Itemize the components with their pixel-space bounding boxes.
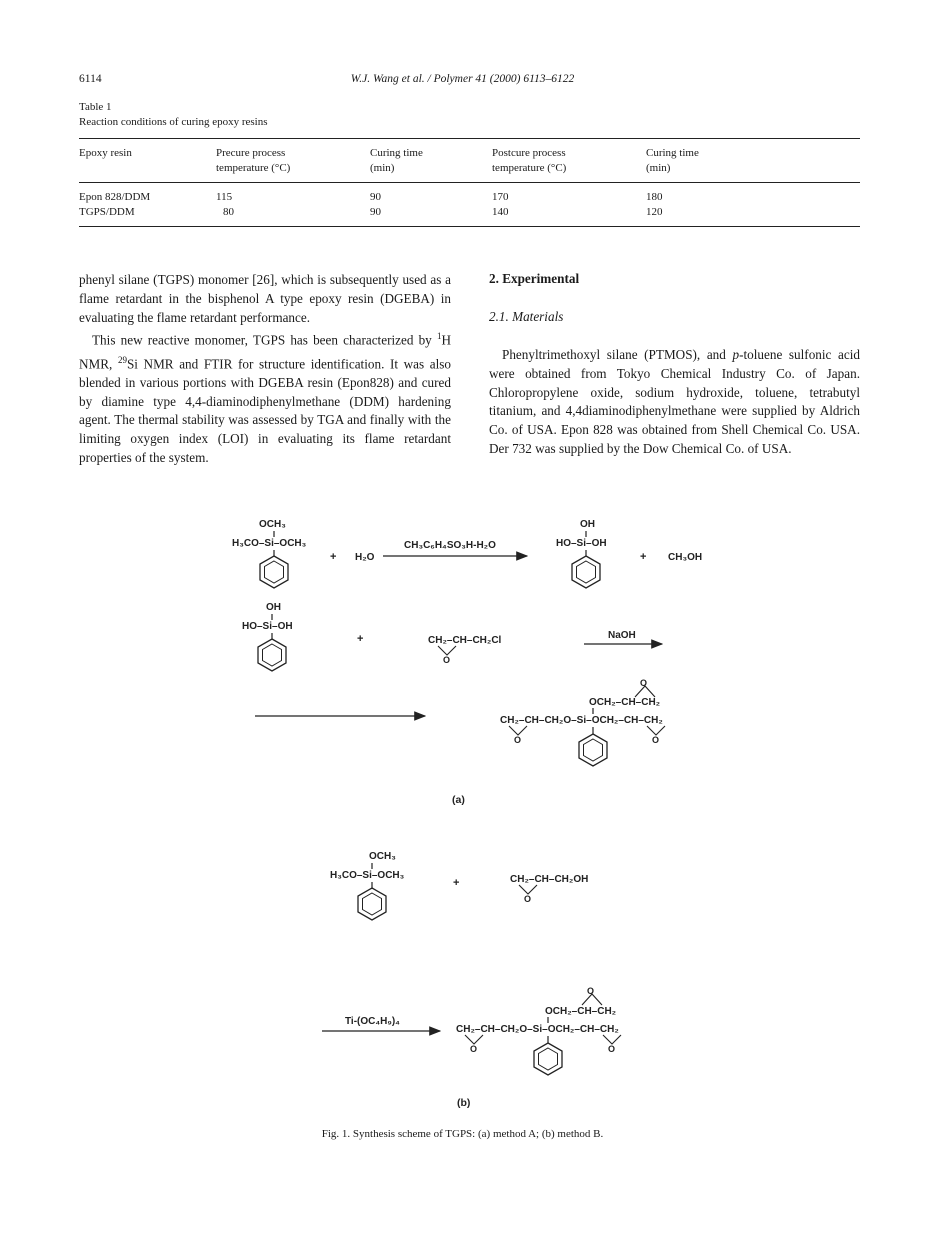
plus-sign: +: [640, 551, 647, 563]
table-label: Table 1: [79, 101, 112, 113]
intro-paragraph-2: This new reactive monomer, TGPS has been characterized by $^1$H NMR, $^{29}$Si NMR and FTIR for structure identification. It was also blended in various portions with DGEBA resin (Epon828) and cured by diamine type 4,4-diaminodiphenylmethane (DDM) hardening agent. The thermal stability was assessed by TGA and finally with the limiting oxygen index (LOI) in evaluating its flame retardant properties of the system.: [79, 331, 451, 465]
svg-text:HO–Si–OH: HO–Si–OH: [242, 621, 293, 632]
svg-text:CH₂–CH–CH₂Cl: CH₂–CH–CH₂Cl: [428, 635, 502, 646]
benzene-ring-icon: [258, 639, 286, 671]
table-cell: TGPS/DDM: [79, 206, 135, 218]
benzene-ring-icon: [358, 888, 386, 920]
tgps-product-a: [500, 678, 665, 766]
svg-text:O: O: [587, 986, 595, 996]
table-header-cell: Epoxy resin: [79, 147, 132, 159]
silanol-molecule-1: [556, 519, 607, 588]
svg-text:CH₂–CH–CH₂OH: CH₂–CH–CH₂OH: [510, 874, 589, 885]
table-cell: 90: [370, 206, 381, 218]
page-number: 6114: [79, 73, 102, 85]
svg-text:OH: OH: [266, 602, 281, 613]
epichlorohydrin-molecule: [428, 635, 502, 665]
synthesis-scheme-figure: [0, 500, 925, 1120]
scheme-label-b: (b): [457, 1097, 471, 1109]
table-header-row: [79, 146, 860, 176]
svg-text:O: O: [514, 735, 522, 745]
left-column: [79, 271, 451, 468]
table-cell: 170: [492, 191, 509, 203]
svg-text:OCH₃: OCH₃: [259, 519, 286, 530]
ptmos-molecule-b: [330, 851, 405, 920]
svg-text:H₃CO–Si–OCH₃: H₃CO–Si–OCH₃: [330, 870, 405, 881]
titanate-label: Ti-(OC₄H₉)₄: [345, 1016, 400, 1027]
table-header-cell: Precure process temperature (°C): [216, 147, 291, 174]
plus-sign: +: [357, 633, 364, 645]
svg-text:O: O: [640, 678, 648, 688]
table-header-cell: Postcure process temperature (°C): [492, 147, 567, 174]
naoh-label: NaOH: [608, 630, 636, 641]
silanol-molecule-2: [242, 602, 293, 671]
svg-text:O: O: [524, 894, 532, 904]
plus-sign: +: [453, 877, 460, 889]
table-top-rule: [79, 138, 860, 139]
benzene-ring-icon: [572, 556, 600, 588]
table-cell: 115: [216, 191, 233, 203]
ptmos-molecule-a: [232, 519, 307, 588]
figure-caption: Fig. 1. Synthesis scheme of TGPS: (a) method A; (b) method B.: [321, 1128, 604, 1140]
benzene-ring-icon: [534, 1043, 562, 1075]
section-heading: 2. Experimental: [489, 271, 580, 286]
svg-text:OCH₃: OCH₃: [369, 851, 396, 862]
svg-text:OCH₂–CH–CH₂: OCH₂–CH–CH₂: [545, 1006, 617, 1017]
reaction-conditions-table: [79, 146, 860, 220]
table-cell: 90: [370, 191, 381, 203]
water-label: H₂O: [355, 552, 375, 563]
benzene-ring-icon: [260, 556, 288, 588]
svg-text:H₃CO–Si–OCH₃: H₃CO–Si–OCH₃: [232, 538, 307, 549]
table-cell: 80: [223, 206, 234, 218]
subsection-heading: 2.1. Materials: [489, 309, 564, 324]
glycidol-molecule: [510, 874, 588, 904]
svg-text:O: O: [470, 1044, 478, 1054]
svg-text:CH₂–CH–CH₂O–Si–OCH₂–CH–CH₂: CH₂–CH–CH₂O–Si–OCH₂–CH–CH₂: [456, 1024, 619, 1035]
table-cell: 120: [646, 206, 663, 218]
tgps-product-b: [456, 986, 621, 1075]
table-cell: Epon 828/DDM: [79, 191, 151, 203]
table-row: [79, 190, 860, 205]
svg-text:CH₂–CH–CH₂O–Si–OCH₂–CH–CH₂: CH₂–CH–CH₂O–Si–OCH₂–CH–CH₂: [500, 715, 663, 726]
svg-text:HO–Si–OH: HO–Si–OH: [556, 538, 607, 549]
scheme-label-a: (a): [452, 794, 465, 806]
svg-text:O: O: [443, 655, 451, 665]
table-row: [79, 205, 860, 220]
svg-text:OH: OH: [580, 519, 595, 530]
svg-text:OCH₂–CH–CH₂: OCH₂–CH–CH₂: [589, 697, 661, 708]
svg-text:O: O: [608, 1044, 616, 1054]
table-cell: 140: [492, 206, 509, 218]
materials-paragraph: Phenyltrimethoxyl silane (PTMOS), and p-toluene sulfonic acid were obtained from Tokyo Chemical Industry Co. of Japan. Chloropropylene oxide, sodium hydroxide, toluene, tetrabutyl titanium, and 4,4diaminodiphenylmethane were supplied by Aldrich Co. of USA. Epon 828 was obtained from Shell Chemical Co. USA. Der 732 was supplied by the Dow Chemical Co. of USA.: [489, 347, 860, 456]
svg-text:O: O: [652, 735, 660, 745]
table-caption: Reaction conditions of curing epoxy resins: [79, 116, 268, 128]
running-head: W.J. Wang et al. / Polymer 41 (2000) 6113–6122: [350, 73, 575, 85]
intro-paragraph-1: phenyl silane (TGPS) monomer [26], which is subsequently used as a flame retardant in the bisphenol A type epoxy resin (DGEBA) in evaluating the flame retardant performance.: [79, 272, 451, 325]
table-cell: 180: [646, 191, 663, 203]
table-bottom-rule: [79, 226, 860, 227]
benzene-ring-icon: [579, 734, 607, 766]
acid-catalyst-label: CH₃C₆H₄SO₃H-H₂O: [404, 540, 496, 551]
plus-sign: +: [330, 551, 337, 563]
table-header-cell: Curing time (min): [646, 147, 699, 174]
methanol-label: CH₃OH: [668, 552, 703, 563]
table-mid-rule: [79, 182, 860, 183]
table-header-cell: Curing time (min): [370, 147, 423, 174]
